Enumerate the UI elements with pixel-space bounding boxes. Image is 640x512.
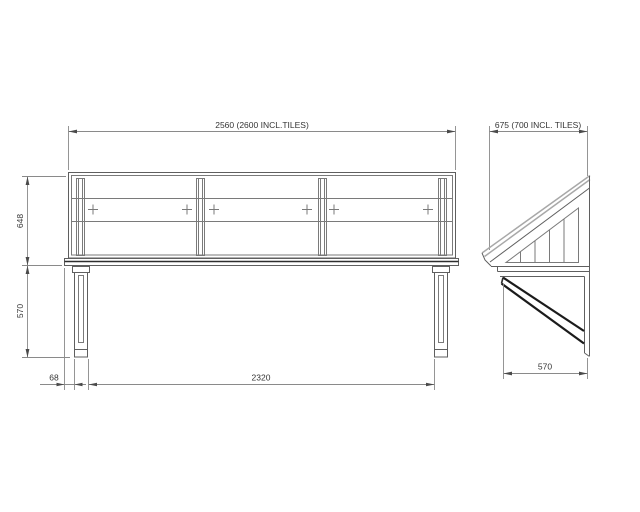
front-elevation-view — [15, 120, 459, 390]
dim-label-bracket-depth: 570 — [537, 361, 553, 372]
dim-front-leg-span — [89, 359, 435, 390]
fixing-cross-icon — [329, 205, 339, 215]
dim-label-leg-span: 2320 — [251, 372, 271, 383]
dim-label-leg-offset: 68 — [49, 372, 59, 383]
diagonal-brace — [502, 278, 585, 344]
roof-slope — [482, 176, 590, 263]
fixing-cross-icon — [302, 205, 312, 215]
fixing-cross-icon — [182, 205, 192, 215]
dim-label-front-width: 2560 (2600 INCL.TILES) — [215, 120, 309, 130]
dim-front-leg-offset — [40, 268, 86, 390]
leg-left — [73, 267, 90, 358]
canopy-frame — [69, 173, 456, 259]
dim-side-overall-depth — [490, 120, 588, 250]
dim-front-overall-width — [69, 120, 456, 170]
frame-posts — [77, 179, 447, 256]
post-3 — [319, 179, 327, 256]
leg-right — [433, 267, 450, 358]
dim-front-leg-height — [15, 266, 70, 358]
fixing-cross-icon — [88, 205, 98, 215]
dim-side-bracket-depth — [504, 284, 588, 379]
post-4 — [439, 179, 447, 256]
dim-front-frame-height — [15, 177, 66, 266]
fixing-cross-icon — [423, 205, 433, 215]
roof-battens — [506, 208, 579, 263]
fixing-cross-icon — [209, 205, 219, 215]
dim-label-side-depth: 675 (700 INCL. TILES) — [494, 120, 582, 130]
dim-label-frame-height: 648 — [15, 213, 25, 229]
fascia-strip — [65, 259, 459, 266]
wall-post-foot — [585, 353, 590, 357]
post-2 — [197, 179, 205, 256]
post-1 — [77, 179, 85, 256]
fixing-cross-icons — [88, 205, 433, 215]
side-elevation-view — [482, 120, 590, 379]
dim-label-leg-height: 570 — [15, 303, 25, 319]
